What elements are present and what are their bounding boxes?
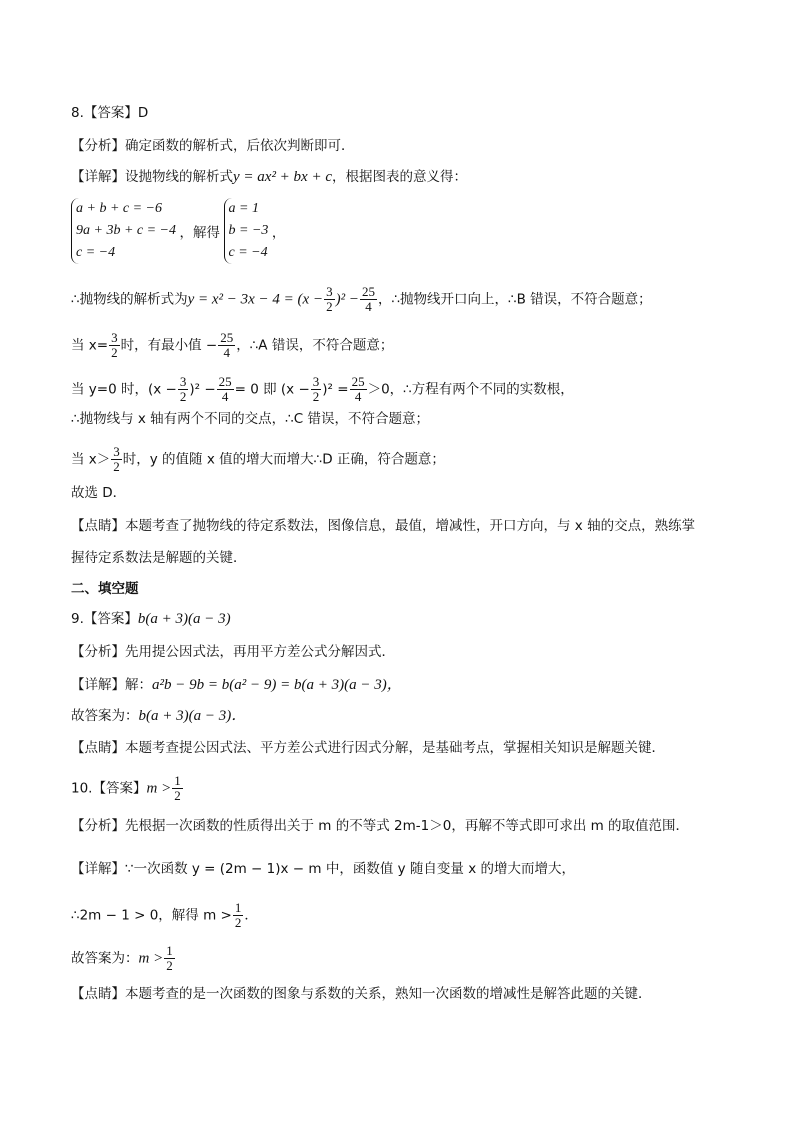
q8-sys-end: ， [271, 225, 286, 241]
sys1-row: a + b + c = −6 [76, 201, 163, 216]
sys2-row: b = −3 [228, 223, 269, 238]
q8-line1-prefix: ∴抛物线的解析式为 [71, 291, 188, 308]
q9-answer [71, 610, 231, 628]
q9-analysis: 【分析】先用提公因式法，再用平方差公式分解因式． [71, 644, 395, 660]
q9-comment: 【点睛】本题考查提公因式法、平方差公式进行因式分解，是基础考点，掌握相关知识是解题关键． [71, 740, 665, 756]
numerator: 1 [174, 773, 181, 788]
fraction [324, 285, 335, 314]
fraction [218, 331, 235, 360]
numerator: 3 [179, 374, 187, 389]
fraction [217, 375, 234, 404]
q10-detail2-prefix: ∴2m − 1 > 0，解得 m > [71, 907, 232, 924]
q10-detail2-suffix: ． [244, 907, 258, 924]
q8-equation-systems [71, 198, 285, 264]
q10-comment: 【点睛】本题考查的是一次函数的图象与系数的关系，熟知一次函数的增减性是解答此题的关键． [71, 986, 652, 1002]
q8-comment-2: 握待定系数法是解题的关键． [71, 550, 247, 566]
q9-final [71, 707, 246, 725]
q9-detail-label: 【详解】解： [71, 677, 152, 693]
q8-system-2 [224, 198, 269, 264]
denominator: 2 [326, 299, 333, 314]
numerator: 3 [111, 330, 118, 345]
numerator: 25 [361, 284, 375, 299]
q9-detail-expr: a²b − 9b = b(a² − 9) = b(a + 3)(a − 3)， [152, 677, 402, 693]
q9-final-label: 故答案为： [71, 708, 139, 724]
q10-answer-expr: m > [146, 780, 172, 797]
q8-line3-mid1: )² − [189, 381, 216, 398]
sys2-row: c = −4 [228, 245, 268, 260]
fraction [178, 375, 189, 404]
numerator: 3 [326, 284, 333, 299]
numerator: 3 [312, 374, 320, 389]
q8-line3-suffix: ＞0，∴方程有两个不同的实数根， [367, 381, 574, 398]
numerator: 25 [220, 330, 234, 345]
denominator: 2 [111, 345, 118, 360]
denominator: 4 [223, 345, 230, 360]
fraction [172, 774, 183, 803]
numerator: 3 [113, 444, 120, 459]
fraction [233, 901, 244, 930]
q8-line3-mid3: )² = [322, 381, 349, 398]
q10-final-expr: m > [138, 950, 164, 967]
q9-answer-expr: b(a + 3)(a − 3) [137, 611, 231, 627]
q8-detail-prefix: 【详解】设抛物线的解析式 [71, 169, 233, 185]
fraction [350, 375, 367, 404]
denominator: 2 [113, 459, 120, 474]
q10-answer-label: 10.【答案】 [71, 780, 147, 797]
q8-line1-expr: y = x² − 3x − 4 = (x − [187, 291, 324, 308]
q8-detail-suffix: ，根据图表的意义得： [332, 169, 467, 185]
q8-line3 [71, 375, 574, 404]
q8-system-1 [71, 198, 176, 264]
q8-line1 [71, 285, 652, 314]
q10-final [71, 944, 176, 973]
q8-line5 [71, 445, 445, 474]
denominator: 2 [166, 958, 173, 973]
q8-line3-prefix: 当 y=0 时，(x − [71, 381, 177, 398]
q8-line5-suffix: 时，y 的值随 x 值的增大而增大∴D 正确，符合题意； [122, 451, 445, 468]
q9-detail [71, 676, 402, 694]
denominator: 4 [354, 389, 362, 404]
q9-final-expr: b(a + 3)(a − 3)． [138, 708, 247, 724]
q10-detail2 [71, 901, 258, 930]
denominator: 4 [365, 299, 372, 314]
q8-line2 [71, 331, 393, 360]
fraction [111, 445, 122, 474]
numerator: 1 [234, 900, 242, 915]
q8-detail [71, 168, 467, 186]
q8-line2-prefix: 当 x= [71, 337, 109, 354]
q8-analysis: 【分析】确定函数的解析式，后依次判断即可． [71, 138, 355, 154]
denominator: 2 [312, 389, 320, 404]
sys1-row: 9a + 3b + c = −4 [76, 223, 177, 238]
q8-line2-mid: 时，有最小值 − [120, 337, 218, 354]
denominator: 2 [179, 389, 187, 404]
numerator: 25 [218, 374, 232, 389]
q10-analysis: 【分析】先根据一次函数的性质得出关于 m 的不等式 2m-1＞0，再解不等式即可求出 m 的取值范围． [71, 818, 690, 834]
section-title: 二、填空题 [71, 581, 139, 597]
sys1-row: c = −4 [76, 245, 116, 260]
sys2-row: a = 1 [228, 201, 259, 216]
fraction [164, 944, 175, 973]
q8-line2-suffix: ，∴A 错误，不符合题意； [236, 337, 394, 354]
q10-answer [71, 774, 184, 803]
q8-detail-expr: y = ax² + bx + c [233, 169, 332, 185]
q8-line5-prefix: 当 x＞ [71, 451, 111, 468]
q8-answer: 8.【答案】D [71, 105, 149, 121]
q10-final-label: 故答案为： [71, 950, 139, 967]
numerator: 1 [166, 943, 173, 958]
fraction [311, 375, 322, 404]
numerator: 25 [351, 374, 365, 389]
q8-line1-mid: )² − [335, 291, 359, 308]
fraction [109, 331, 120, 360]
fraction [360, 285, 377, 314]
q8-sys-mid: ，解得 [179, 225, 221, 241]
denominator: 2 [174, 788, 181, 803]
q8-line3-mid2: = 0 即 (x − [234, 381, 310, 398]
denominator: 4 [221, 389, 229, 404]
q9-answer-label: 9.【答案】 [71, 611, 138, 627]
q10-detail: 【详解】∵一次函数 y = (2m − 1)x − m 中，函数值 y 随自变量 x 的增大而增大， [71, 861, 575, 877]
q8-line4: ∴抛物线与 x 轴有两个不同的交点，∴C 错误，不符合题意； [71, 411, 429, 427]
q8-comment-1: 【点睛】本题考查了抛物线的待定系数法，图像信息，最值，增减性，开口方向，与 x 轴的交点，熟练掌 [71, 518, 696, 534]
q8-line1-suffix: ，∴抛物线开口向上，∴B 错误，不符合题意； [377, 291, 652, 308]
q8-conclusion: 故选 D． [71, 485, 127, 501]
denominator: 2 [234, 915, 242, 930]
